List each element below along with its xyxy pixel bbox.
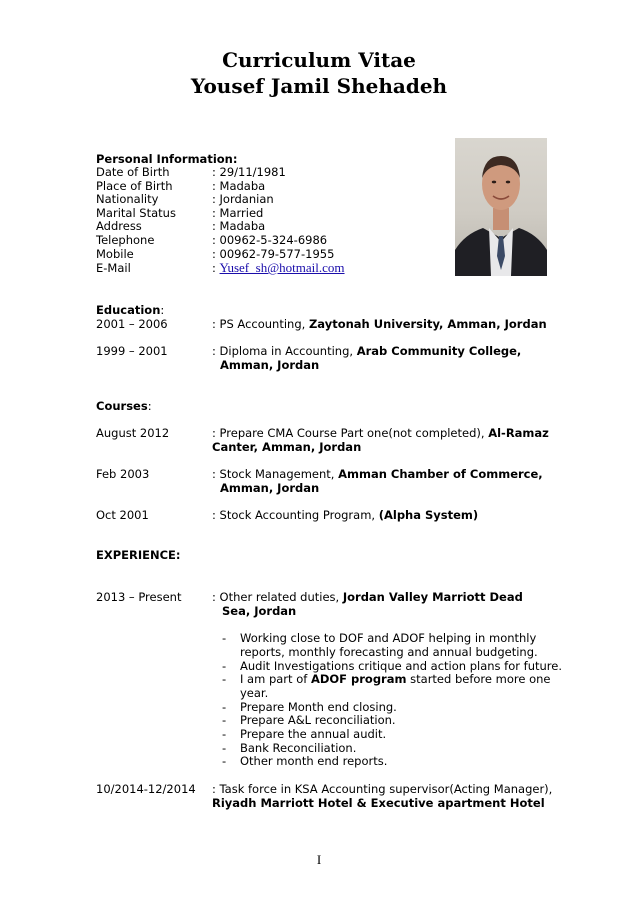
profile-photo — [455, 138, 547, 276]
job1-text: : Other related duties, — [212, 590, 343, 604]
course1-date: August 2012 — [96, 426, 170, 440]
bullet-dash: - — [222, 631, 227, 645]
value-telephone: : 00962-5-324-6986 — [212, 233, 328, 247]
bullet-dash: - — [222, 659, 227, 673]
job2-employer: Riyadh Marriott Hotel & Executive apartment Hotel — [212, 796, 545, 810]
edu2-text: : Diploma in Accounting, — [212, 344, 357, 358]
bullet-pre: I am part of — [240, 672, 311, 686]
label-telephone: Telephone — [96, 233, 155, 247]
page-number: I — [316, 852, 322, 867]
course2-line — [212, 468, 543, 482]
edu2-date: 1999 – 2001 — [96, 344, 168, 358]
bullet-item: Prepare Month end closing. — [240, 700, 397, 714]
edu1-text: : PS Accounting, — [212, 317, 309, 331]
edu2-school-cont: Amman, Jordan — [220, 358, 320, 372]
job1-employer-cont: Sea, Jordan — [222, 604, 297, 618]
cv-title: Curriculum Vitae — [222, 48, 416, 72]
bullet-dash: - — [222, 713, 227, 727]
bullet-item: Prepare the annual audit. — [240, 727, 387, 741]
label-email: E-Mail — [96, 261, 131, 275]
label-marital: Marital Status — [96, 206, 176, 220]
course3-date: Oct 2001 — [96, 508, 149, 522]
edu1-date: 2001 – 2006 — [96, 317, 168, 331]
course3-line — [212, 509, 478, 523]
label-address: Address — [96, 219, 142, 233]
bullet-dash: - — [222, 754, 227, 768]
value-mobile: : 00962-79-577-1955 — [212, 247, 335, 261]
label-dob: Date of Birth — [96, 165, 170, 179]
courses-heading: Courses — [96, 399, 148, 413]
course1-provider: Al-Ramaz — [488, 426, 549, 440]
value-nationality: : Jordanian — [212, 192, 274, 206]
bullet-dash: - — [222, 727, 227, 741]
bullet-item: Prepare A&L reconciliation. — [240, 713, 396, 727]
bullet-item: Working close to DOF and ADOF helping in monthly — [240, 631, 537, 645]
edu2-line — [212, 345, 521, 359]
job2-text: : Task force in KSA Accounting supervisor(Acting Manager), — [212, 782, 553, 796]
education-heading-row — [96, 304, 164, 318]
edu1-line — [212, 318, 547, 332]
personal-heading: Personal Information: — [96, 152, 238, 166]
bullet-item: Bank Reconciliation. — [240, 741, 357, 755]
experience-heading: EXPERIENCE: — [96, 548, 181, 562]
value-pob: : Madaba — [212, 179, 266, 193]
candidate-name: Yousef Jamil Shehadeh — [190, 74, 448, 98]
course1-provider-cont: Canter, Amman, Jordan — [212, 440, 362, 454]
label-pob: Place of Birth — [96, 179, 173, 193]
bullet-dash: - — [222, 700, 227, 714]
job1-employer: Jordan Valley Marriott Dead — [342, 590, 523, 604]
value-address: : Madaba — [212, 219, 266, 233]
edu1-school: Zaytonah University, Amman, Jordan — [308, 317, 547, 331]
job1-date: 2013 – Present — [96, 590, 182, 604]
email-link[interactable]: Yusef_sh@hotmail.com — [219, 260, 345, 275]
education-heading-colon: : — [160, 303, 165, 317]
course2-provider: Amman Chamber of Commerce, — [338, 467, 543, 481]
course2-text: : Stock Management, — [212, 467, 339, 481]
course1-line — [212, 427, 549, 441]
course2-date: Feb 2003 — [96, 467, 150, 481]
bullet-program: ADOF program — [310, 672, 407, 686]
course3-text: : Stock Accounting Program, — [212, 508, 379, 522]
label-nationality: Nationality — [96, 192, 159, 206]
value-dob: : 29/11/1981 — [212, 165, 286, 179]
bullet-item-cont: reports, monthly forecasting and annual budgeting. — [240, 645, 538, 659]
course2-provider-cont: Amman, Jordan — [220, 481, 320, 495]
edu2-school: Arab Community College, — [356, 344, 522, 358]
bullet-dash: - — [222, 672, 227, 686]
label-mobile: Mobile — [96, 247, 134, 261]
course3-provider: (Alpha System) — [378, 508, 479, 522]
bullet-item: Audit Investigations critique and action plans for future. — [240, 659, 562, 673]
bullet-post: started before more one — [406, 672, 551, 686]
job1-line — [212, 591, 523, 605]
value-marital: : Married — [212, 206, 264, 220]
course1-text: : Prepare CMA Course Part one(not completed), — [212, 426, 489, 440]
courses-heading-row — [96, 400, 152, 414]
bullet-dash: - — [222, 741, 227, 755]
job2-date: 10/2014-12/2014 — [96, 782, 196, 796]
email-colon: : — [212, 261, 220, 275]
bullet-item-cont: year. — [240, 686, 269, 700]
courses-heading-colon: : — [147, 399, 152, 413]
email-row — [212, 261, 345, 276]
education-heading: Education — [96, 303, 161, 317]
bullet-item: Other month end reports. — [240, 754, 388, 768]
bullet-item — [240, 673, 550, 687]
